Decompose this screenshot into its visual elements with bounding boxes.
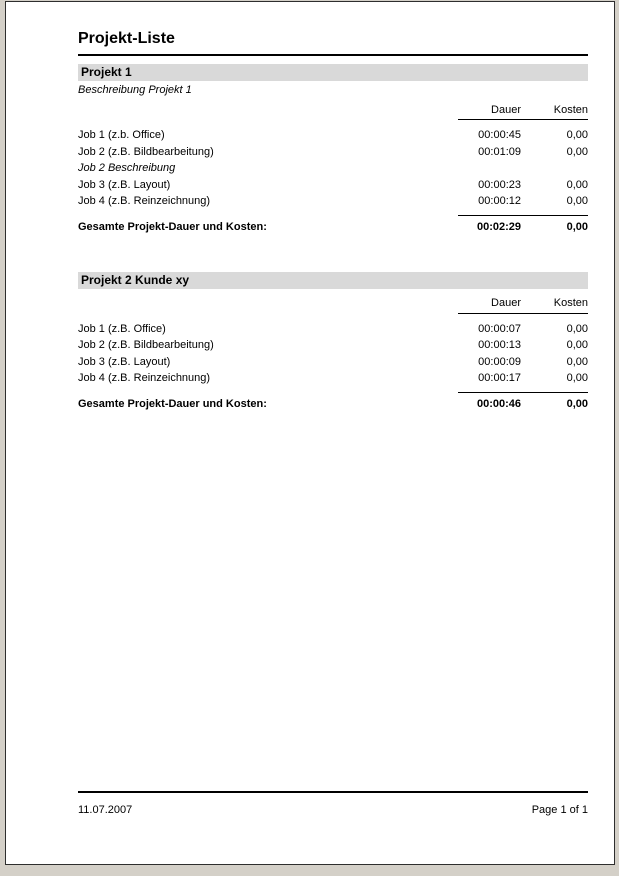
column-headers [458,104,588,116]
total-row [78,396,588,412]
project-description: Beschreibung Projekt 1 [78,84,192,96]
job-row [78,144,588,161]
job-kosten: 0,00 [566,145,588,158]
job-kosten: 0,00 [566,339,588,352]
job-label: Job 3 (z.B. Layout) [78,178,171,191]
job-label: Job 4 (z.B. Reinzeichnung) [78,372,211,385]
job-kosten: 0,00 [566,322,588,335]
project-name: Projekt 1 [81,65,132,79]
header-underline [458,313,588,314]
job-row [78,321,588,338]
job-kosten: 0,00 [566,178,588,191]
job-rows [78,321,588,387]
job-rows [78,127,588,210]
total-dauer: 00:00:46 [476,397,521,410]
page-title: Projekt-Liste [78,30,175,47]
job-kosten: 0,00 [566,372,588,385]
job-dauer: 00:01:09 [478,145,521,158]
job-description-label: Job 2 Beschreibung [78,162,176,175]
column-header-row [78,297,588,310]
total-label: Gesamte Projekt-Dauer und Kosten: [78,220,267,233]
job-label: Job 3 (z.B. Layout) [78,355,171,368]
column-header-kosten: Kosten [553,297,588,309]
project-2-section [78,272,588,412]
project-name: Projekt 2 Kunde xy [81,272,190,287]
job-row [78,370,588,387]
project-header-bar [78,272,588,289]
job-kosten: 0,00 [566,195,588,208]
column-header-kosten: Kosten [553,103,588,116]
total-label: Gesamte Projekt-Dauer und Kosten: [78,397,267,410]
job-row [78,193,588,210]
totals-rule [458,392,588,393]
total-dauer: 00:02:29 [476,220,521,233]
job-row [78,337,588,354]
header-underline [458,119,588,120]
total-kosten: 0,00 [566,220,588,233]
job-dauer: 00:00:45 [478,129,521,142]
job-row [78,354,588,371]
job-label: Job 2 (z.B. Bildbearbeitung) [78,145,214,158]
report-content [78,2,588,412]
job-row [78,177,588,194]
job-description-row [78,160,588,177]
total-row [78,219,588,235]
job-dauer: 00:00:09 [478,355,521,368]
report-page [5,1,615,865]
job-label: Job 1 (z.B. Office) [78,322,166,335]
footer-date: 11.07.2007 [78,804,133,816]
total-kosten: 0,00 [566,397,588,410]
project-1-section [78,64,588,235]
project-header-bar [78,64,588,81]
column-header-row [78,103,588,116]
page-footer [78,791,588,816]
job-dauer: 00:00:13 [478,339,521,352]
job-label: Job 2 (z.B. Bildbearbeitung) [78,339,214,352]
job-label: Job 1 (z.b. Office) [78,129,165,142]
totals-rule [458,215,588,216]
footer-rule [78,791,588,793]
title-rule [78,54,588,56]
job-kosten: 0,00 [566,129,588,142]
job-dauer: 00:00:17 [478,372,521,385]
job-kosten: 0,00 [566,355,588,368]
job-dauer: 00:00:12 [478,195,521,208]
column-header-dauer: Dauer [491,297,521,309]
column-headers [458,297,588,309]
footer-page-number: Page 1 of 1 [531,804,588,816]
column-header-dauer: Dauer [491,103,521,116]
job-row [78,127,588,144]
job-dauer: 00:00:23 [478,178,521,191]
job-label: Job 4 (z.B. Reinzeichnung) [78,195,211,208]
job-dauer: 00:00:07 [478,322,521,335]
